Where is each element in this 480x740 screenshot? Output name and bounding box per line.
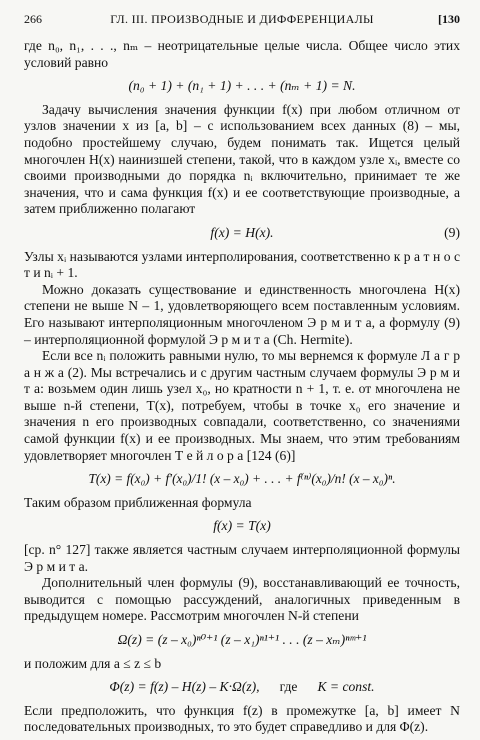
formula-total-conditions: (n₀ + 1) + (n₁ + 1) + . . . + (nₘ + 1) = N. — [128, 78, 356, 94]
paragraph-hermite-polynomial: Можно доказать существование и единственность многочлена H(x) степени не выше N – 1, удовлетворяющего всем поставленным условиям. Его называют интерполяционным многочленом Э р м и т а, а формулу (9) – интерполяционной формулой Э р м и т а (Ch. Hermite). — [24, 281, 460, 347]
chapter-title: ГЛ. III. ПРОИЗВОДНЫЕ И ДИФФЕРЕНЦИАЛЫ — [110, 11, 374, 26]
paragraph-special-case-note: [ср. n° 127] также является частным случаем интерполяционной формулы Э р м и т а. — [24, 542, 460, 574]
paragraph-let-z: и положим для a ≤ z ≤ b — [24, 655, 162, 671]
formula-phi-constant: K = const. — [317, 679, 375, 695]
running-header — [24, 8, 460, 30]
paragraph-approximate-formula: Таким образом приближенная формула — [24, 494, 252, 510]
page-body — [24, 38, 460, 736]
formula-9 — [24, 225, 460, 242]
paragraph-conditions: где n₀, n₁, . . ., nₘ – неотрицательные целые числа. Общее число этих условий равно — [24, 38, 460, 70]
paragraph-derivatives: Если предположить, что функция f(z) в промежутке [a, b] имеет N последовательных производных, то это будет справедливо и для Φ(z). — [24, 702, 460, 735]
formula-omega: Ω(z) = (z – x₀)ⁿ⁰⁺¹ (z – x₁)ⁿ¹⁺¹ . . . (z – xₘ)ⁿᵐ⁺¹ — [117, 632, 367, 647]
page-number: 266 — [24, 11, 42, 26]
section-number: [130 — [438, 11, 460, 26]
paragraph-special-cases: Если все nᵢ положить равными нулю, то мы вернемся к формуле Л а г р а н ж а (2). Мы встречались и с другим частным случаем формулы Э р м и т а: возьмем один лишь узел x₀, но кратности n + 1, т. е. от многочлена не выше n-й степени, T(x), потребуем, чтобы в точке x₀ его значение и значения n его производных совпадали, соответственно, со значениями самой функции f(x) и ее производных. Мы знаем, что этим требованиям удовлетворяет многочлен Т е й л о р а [124 (6)] — [24, 348, 460, 463]
formula-taylor: T(x) = f(x₀) + f′(x₀)/1! (x – x₀) + . . . + f⁽ⁿ⁾(x₀)/n! (x – x₀)ⁿ. — [88, 471, 396, 487]
paragraph-remainder-term: Дополнительный член формулы (9), восстанавливающий ее точность, выводится с помощью рассуждений, аналогичных приведенным в предыдущем номере. Рассмотрим многочлен N-й степени — [24, 575, 460, 624]
formula-9-number: (9) — [444, 224, 460, 240]
paragraph-interpolation-task: Задачу вычисления значения функции f(x) при любом отличном от узлов значении x из [a, b] – с использованием всех данных (8) – мы, подобно простейшему случаю, будем понимать так. Ищется целый многочлен H(x) наинизшей степени, такой, что в каждом узле xᵢ, вместе со своими производными до порядка nᵢ включительно, принимает те же значения, что и сама функция f(x) и ее соответствующие производные, а затем приближенно полагают — [24, 101, 460, 217]
formula-f-equals-t: f(x) = T(x) — [213, 518, 271, 534]
formula-phi-where: где — [279, 679, 298, 695]
paragraph-nodes-definition: Узлы xᵢ называются узлами интерполирования, соответственно к р а т н о с т и nᵢ + 1. — [24, 248, 460, 281]
formula-phi-expression: Φ(z) = f(z) – H(z) – K·Ω(z), — [109, 679, 260, 695]
formula-phi — [24, 679, 460, 696]
formula-9-expression: f(x) = H(x). — [210, 224, 274, 240]
